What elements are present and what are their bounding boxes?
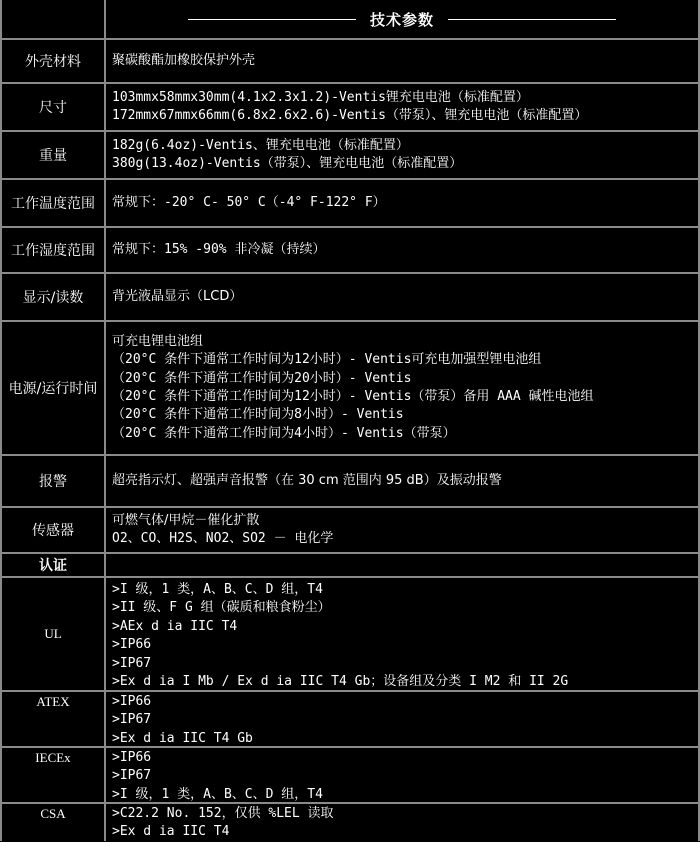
row-value-ul: [112, 581, 696, 690]
value-line: 背光液晶显示（LCD）: [112, 288, 243, 304]
header-row: [0, 0, 700, 40]
value-line: >II 级、F G 组（碳质和粮食粉尘）: [112, 600, 331, 616]
value-line: 常规下：15% -90% 非冷凝（持续）: [112, 241, 326, 257]
row-label-ul: UL: [44, 626, 62, 641]
row-label-power: 电源/运行时间: [8, 381, 98, 397]
row-value-housing: [112, 40, 696, 82]
value-line: 聚碳酸酯加橡胶保护外壳: [112, 52, 256, 68]
table-row-ul: [0, 578, 700, 692]
table-row-power: [0, 322, 700, 456]
row-label-size: 尺寸: [39, 100, 67, 116]
row-value-alarm: [112, 456, 696, 506]
value-line: >IP66: [112, 694, 152, 709]
table-row-housing: [0, 40, 700, 84]
row-value-humidity: [112, 228, 696, 272]
row-label-sensor: 传感器: [32, 523, 74, 539]
table-row-temperature: [0, 180, 700, 228]
row-label-atex: ATEX: [36, 694, 70, 709]
table-row-certification: [0, 554, 700, 578]
value-line: >IP67: [112, 712, 152, 728]
value-line: （20°C 条件下通常工作时间为8小时）- Ventis: [112, 407, 404, 423]
row-label-iecex: IECEx: [35, 750, 71, 765]
value-line: 380g(13.4oz)-Ventis（带泵）、锂充电电池（标准配置）: [112, 156, 463, 171]
row-label-csa: CSA: [40, 806, 66, 821]
row-label-housing: 外壳材料: [25, 54, 81, 70]
value-line: 可充电锂电池组: [112, 333, 204, 349]
value-line: 超亮指示灯、超强声音报警（在 30 cm 范围内 95 dB）及振动报警: [112, 472, 502, 488]
page-title: 技术参数: [369, 10, 434, 29]
table-row-iecex: [0, 748, 700, 804]
row-label-weight: 重量: [39, 148, 67, 164]
row-value-temperature: [112, 180, 696, 226]
row-label-temperature: 工作温度范围: [11, 196, 95, 212]
value-line: >IP67: [112, 768, 152, 784]
value-line: 可燃气体/甲烷－催化扩散: [112, 512, 260, 528]
value-line: （20°C 条件下通常工作时间为12小时）- Ventis（带泵）备用 AAA 碱性电池组: [112, 389, 594, 404]
row-value-power: [112, 322, 696, 454]
table-row-csa: [0, 804, 700, 841]
table-row-atex: [0, 692, 700, 748]
row-value-sensor: [112, 508, 696, 552]
value-line: >AEx d ia IIC T4: [112, 618, 238, 634]
value-line: >Ex d ia I Mb / Ex d ia IIC T4 Gb；设备组及分类 I M2 和 II 2G: [112, 674, 569, 690]
title-rule-right: [448, 19, 616, 20]
value-line: 172mmx67mmx66mm(6.8x2.6x2.6)-Ventis（带泵）、锂充电电池（标准配置）: [112, 108, 588, 123]
row-label-humidity: 工作湿度范围: [11, 243, 95, 259]
value-line: （20°C 条件下通常工作时间为4小时）- Ventis（带泵）: [112, 425, 456, 441]
value-line: >I 级，1 类，A、B、C、D 组，T4: [112, 582, 323, 597]
value-line: （20°C 条件下通常工作时间为20小时）- Ventis: [112, 370, 412, 386]
value-line: >IP66: [112, 637, 152, 653]
table-row-size: [0, 84, 700, 132]
value-line: O2、CO、H2S、NO2、SO2 － 电化学: [112, 531, 334, 546]
title-rule-left: [188, 19, 356, 20]
table-row-sensor: [0, 508, 700, 554]
row-value-display: [112, 274, 696, 320]
row-value-iecex: [112, 749, 696, 802]
value-line: >I 级，1 类，A、B、C、D 组，T4: [112, 786, 323, 802]
row-value-atex: [112, 693, 696, 746]
value-line: >Ex d ia IIC T4: [112, 824, 230, 840]
table-row-alarm: [0, 456, 700, 508]
value-line: （20°C 条件下通常工作时间为12小时）- Ventis可充电加强型锂电池组: [112, 352, 542, 368]
row-label-alarm: 报警: [39, 474, 67, 490]
row-label-certification: 认证: [39, 558, 67, 574]
value-line: 103mmx58mmx30mm(4.1x2.3x1.2)-Ventis锂充电电池（标准配置）: [112, 89, 529, 105]
value-line: >IP66: [112, 750, 152, 765]
table-row-weight: [0, 132, 700, 180]
row-value-size: [112, 84, 696, 130]
value-line: 182g(6.4oz)-Ventis、锂充电电池（标准配置）: [112, 137, 409, 153]
value-line: >C22.2 No. 152，仅供 %LEL 读取: [112, 806, 334, 821]
row-value-weight: [112, 132, 696, 178]
table-row-humidity: [0, 228, 700, 274]
row-value-csa: [112, 805, 696, 841]
value-line: >Ex d ia IIC T4 Gb: [112, 730, 253, 746]
header-cell: [106, 0, 698, 38]
table-row-display: [0, 274, 700, 322]
row-label-display: 显示/读数: [22, 290, 84, 306]
value-line: 常规下：-20° C- 50° C（-4° F-122° F）: [112, 194, 386, 210]
value-line: >IP67: [112, 655, 152, 671]
